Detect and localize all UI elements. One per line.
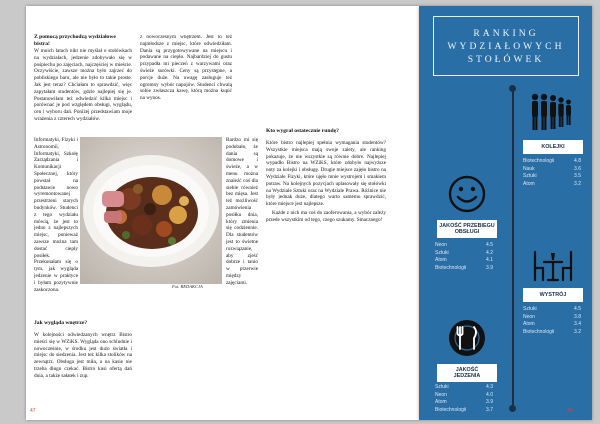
ranking-name: Atom (435, 257, 447, 264)
ranking-score: 4.2 (486, 249, 493, 256)
paragraph: W moich latach nikt nie myślał o stołówkach na wydziałach, jedzenie zdobywało się w pośpiechu po zajęciach, najczęściej w mieście. Oczywiście, zawsze można było zajrzeć do pobliskiego baru, ale nie było to takie proste. Jak jest teraz? Chciałam to sprawdzić, więc zapytałam studentów, gdzie najlepiej się je. Postanowiłam też odwiedzić kilka miejsc i porównać je pod względem obsługi, wyglądu, cen i wyboru dań. Poniżej przedstawiam moje wrażenia z czterech wydziałów. (34, 48, 132, 122)
category-label-line: JAKOŚĆ (455, 366, 479, 373)
ranking-name: Nauk (523, 165, 535, 172)
plate-cutlery-icon (447, 318, 487, 363)
paragraph: Bardzo mi się podobało, że dania są domowe i świeże, a w menu można znaleźć coś dla siebie również bez mięsa. Jest też możliwość zamówienia posiłku dnia, który zmienia się codziennie. Dla studentów jest to świetne rozwiązanie, aby zjeść dobrze i tanio w przerwie między zajęciami. (226, 137, 258, 286)
ranking-score: 4.0 (486, 391, 493, 398)
column2-text-a (140, 34, 232, 134)
ranking-name: Biotechnologii (435, 264, 467, 271)
paragraph: Każde z nich ma coś do zaoferowania, a wybór zależy przede wszystkim od tego, czego szukamy. Smacznego! (266, 209, 386, 223)
ranking-row (523, 158, 581, 166)
ranking-list-obsluga (435, 242, 493, 272)
ranking-score: 3.2 (574, 328, 581, 335)
ranking-title-line2: WYDZIAŁOWYCH (447, 40, 565, 52)
ranking-infographic-page (419, 6, 592, 420)
ranking-row (435, 242, 493, 250)
left-page-number: 47 (30, 408, 36, 414)
paragraph: Które bistro najlepiej spełnia wymagania studentów? Wszystkie miejsca mają swoje zalety, ale ranking pokazuje, że nie wszystkie są równie dobre. Najlepiej wypadło Bistro na WZiKS, które zdobyło najwyższe noty za kolejki i obsługę. Drugie miejsce zajęło bistro na Wydziale Fizyki, które ujęło mnie wystrojem i smakiem potraw. Na kolejnych pozycjach uplasowały się stołówki na Wydziale Sztuki oraz na Wydziale Prawa. Różnice nie były jednak duże, dlatego warto samemu sprawdzić, które miejsce jest najlepsze. (266, 140, 386, 208)
category-label-line: OBSŁUGI (454, 229, 480, 235)
ranking-row (523, 306, 581, 314)
ranking-score: 3.9 (486, 264, 493, 271)
ranking-score: 4.1 (486, 257, 493, 264)
ranking-score: 3.7 (486, 406, 493, 413)
food-photo (80, 137, 222, 284)
category-label-obsluga (437, 220, 497, 238)
people-queue-icon (529, 92, 575, 137)
ranking-name: Sztuki (523, 173, 537, 180)
column2-text-c (172, 288, 256, 302)
ranking-row (523, 314, 581, 322)
ranking-score: 3.4 (574, 321, 581, 328)
category-label-jedzenie (437, 364, 497, 382)
ranking-name: Neon (523, 313, 535, 320)
ranking-list-wystroj (523, 306, 581, 336)
timeline-dot (509, 85, 516, 92)
ranking-score: 4.8 (574, 158, 581, 164)
ranking-row (435, 384, 493, 392)
ranking-score: 3.9 (486, 399, 493, 406)
ranking-row (523, 173, 581, 181)
section1-heading: Z pomocą przychodzą wydziałowe bistra! (34, 34, 116, 47)
ranking-title-line3: STOŁÓWEK (467, 53, 545, 65)
ranking-score: 4.5 (574, 306, 581, 312)
paragraph: W kolejności odwiedzanych wnętrz Bistro mieści się w WZiKS. Wygląda ono schludnie i nowocześnie, w środku jest dużo światła i miejsc do siedzenia. Jest też kilka stolików na zewnątrz. Obsługa jest miła, a na kasie nie trzeba długo czekać. Bistro kusi ofertą dań dnia, a także sałatek i zup. (34, 332, 132, 379)
ranking-list-jedzenie (435, 384, 493, 414)
ranking-score: 3.6 (574, 165, 581, 172)
ranking-list-kolejki (523, 158, 581, 188)
ranking-name: Neon (435, 242, 447, 248)
category-label-line: JEDZENIA (453, 373, 481, 379)
ranking-row (435, 399, 493, 407)
category-label-line: JAKOŚĆ PRZEBIEGU (439, 222, 495, 229)
ranking-row (523, 329, 581, 337)
timeline-dot (509, 405, 516, 412)
ranking-name: Biotechnologii (435, 406, 467, 413)
column1-text-a (34, 48, 132, 134)
table-chairs-icon (531, 244, 575, 289)
ranking-score: 3.5 (574, 173, 581, 180)
paragraph: z nowoczesnym wnętrzem. Jest to też najmłodsze z miejsc, które odwiedziłam. Dania są przygotowywane na miejscu i podawane na ciepło. Najbardziej do gustu przypadła mi pieczeń z warzywami oraz świeże surówki. Ceny są przystępne, a porcje duże. Na uwagę zasługuje też ogromny wybór napojów. Studenci chwalą sobie zwłaszcza kawę, którą można kupić na wynos. (140, 34, 232, 102)
section3-heading: Kto wygrał ostatecznie rundę? (266, 128, 339, 134)
ranking-name: Sztuki (435, 384, 449, 390)
category-label-kolejki: KOLEJKI (523, 140, 583, 154)
ranking-name: Atom (523, 180, 535, 187)
ranking-name: Atom (435, 399, 447, 406)
ranking-row (435, 392, 493, 400)
ranking-row (435, 250, 493, 258)
timeline-line (512, 88, 514, 408)
ranking-score: 4.3 (486, 384, 493, 390)
ranking-name: Sztuki (523, 306, 537, 312)
ranking-name: Sztuki (435, 249, 449, 256)
column2-text-b (226, 137, 258, 303)
ranking-score: 3.8 (574, 313, 581, 320)
ranking-row (435, 407, 493, 415)
column1-text-b (34, 137, 78, 315)
ranking-title-line1: RANKING (473, 27, 539, 39)
ranking-row (523, 181, 581, 189)
ranking-row (523, 321, 581, 329)
smiley-face-icon (447, 174, 487, 219)
paragraph: Informatyki, Fizyki i Astronomii, Informatyki, Szkołę Zarządzania i Komunikacji Społecznej, który powstał na podstawie nowo wyremontowanej przestrzeni starych budynków. Studenci z tego wydziału mówią, że jest to jedno z najlepszych miejsc, ponieważ zawsze można tam dostać ciepły posiłek. Przekonałam się o tym, jak wygląda jedzenie w praktyce i byłam pozytywnie zaskoczona. (34, 137, 78, 293)
ranking-name: Biotechnologii (523, 328, 555, 335)
column1-text-c (34, 332, 132, 412)
ranking-name: Neon (435, 391, 447, 398)
photo-credit: Fot. REDAKCJA (172, 284, 203, 289)
ranking-name: Atom (523, 321, 535, 328)
ranking-title-box (433, 16, 579, 76)
ranking-name: Biotechnologii (523, 158, 555, 164)
right-page-number: 48 (567, 408, 573, 414)
ranking-score: 3.2 (574, 180, 581, 187)
column3-text (266, 140, 386, 296)
ranking-score: 4.5 (486, 242, 493, 248)
ranking-row (435, 257, 493, 265)
section2-heading: Jak wygląda wnętrze? (34, 320, 88, 326)
category-label-wystroj: WYSTRÓJ (523, 288, 583, 302)
ranking-row (435, 265, 493, 273)
ranking-row (523, 166, 581, 174)
